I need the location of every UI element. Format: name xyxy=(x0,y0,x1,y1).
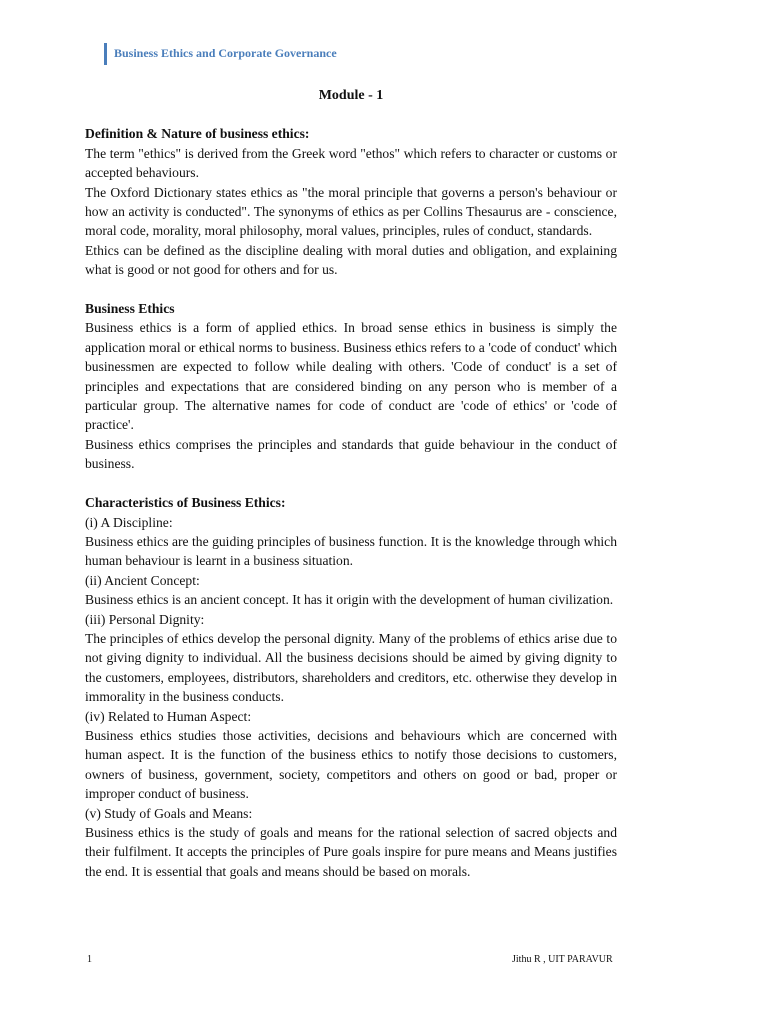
list-item-title: (iii) Personal Dignity: xyxy=(85,611,205,627)
list-item-text: Business ethics is the study of goals and means for the rational selection of sacred objects and their fulfilment. It accepts the principles of Pure goals inspire for pure means and Means justifies the end. It is essential that goals and means should be based on morals. xyxy=(85,825,617,879)
list-item-text: Business ethics are the guiding principles of business function. It is the knowledge through which human behaviour is learnt in a business situation. xyxy=(85,533,617,569)
running-header xyxy=(104,43,337,65)
paragraph: Business ethics is a form of applied ethics. In broad sense ethics in business is simply the application moral or ethical norms to business. Business ethics refers to a 'code of conduct' which businessmen are expected to follow while dealing with others. 'Code of conduct' is a set of principles and expectations that are considered binding on any person who is member of a particular group. The alternative names for code of conduct are 'code of ethics' or 'code of practice'. xyxy=(85,320,617,433)
module-title: Module - 1 xyxy=(318,88,384,103)
list-item-text: Business ethics is an ancient concept. It has it origin with the development of human civilization. xyxy=(85,592,614,608)
list-item-text: Business ethics studies those activities, decisions and behaviours which are concerned with human aspect. It is the function of the business ethics to notify those decisions to customers, owners of business, government, society, competitors and others on good or bad, proper or improper conduct of business. xyxy=(85,727,617,802)
list-item-title: (v) Study of Goals and Means: xyxy=(85,805,253,821)
section-heading-definition: Definition & Nature of business ethics: xyxy=(85,126,310,142)
paragraph: The term "ethics" is derived from the Greek word "ethos" which refers to character or customs or accepted behaviours. xyxy=(85,145,617,181)
list-item-title: (i) A Discipline: xyxy=(85,514,173,530)
paragraph: Ethics can be defined as the discipline dealing with moral duties and obligation, and explaining what is good or not good for others and for us. xyxy=(85,242,617,278)
list-item-text: The principles of ethics develop the personal dignity. Many of the problems of ethics arise due to not giving dignity to individual. All the business decisions should be aimed by giving dignity to the customers, employees, distributors, shareholders and creditors, etc. otherwise they develop in immorality in the business conducts. xyxy=(85,630,617,705)
list-item-title: (ii) Ancient Concept: xyxy=(85,572,200,588)
footer-author: Jithu R , UIT PARAVUR xyxy=(512,954,613,965)
list-item-title: (iv) Related to Human Aspect: xyxy=(85,708,252,724)
page-number: 1 xyxy=(87,954,92,965)
running-header-title: Business Ethics and Corporate Governance xyxy=(114,46,337,60)
section-heading-business-ethics: Business Ethics xyxy=(85,301,175,317)
section-heading-characteristics: Characteristics of Business Ethics: xyxy=(85,495,286,511)
paragraph: The Oxford Dictionary states ethics as "the moral principle that governs a person's behaviour or how an activity is conducted". The synonyms of ethics as per Collins Thesaurus are - conscience, moral code, morality, moral philosophy, moral values, principles, rules of conduct, standards. xyxy=(85,184,617,239)
paragraph: Business ethics comprises the principles and standards that guide behaviour in the conduct of business. xyxy=(85,436,617,472)
document-body xyxy=(85,86,617,881)
